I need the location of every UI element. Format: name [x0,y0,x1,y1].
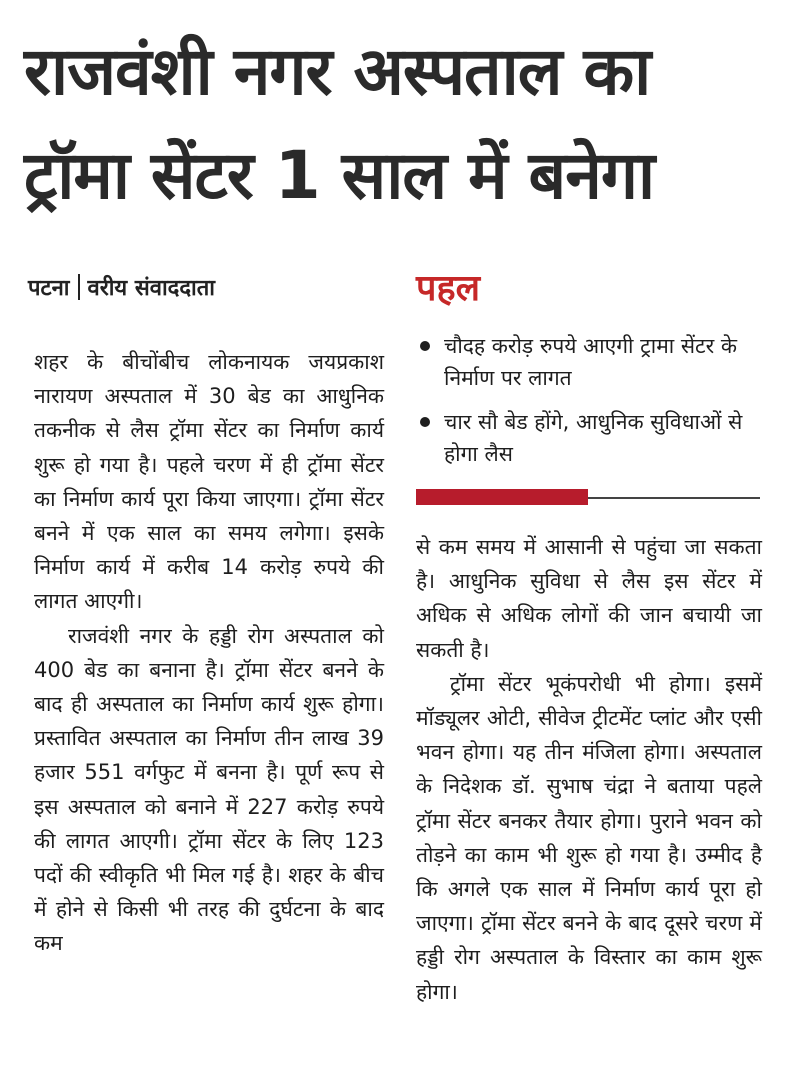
sidebar-bullet-item [420,330,770,394]
article-column-right [416,530,762,1009]
article-paragraph: से कम समय में आसानी से पहुंचा जा सकता है। आधुनिक सुविधा से लैस इस सेंटर में अधिक से अधिक लोगों की जान बचायी जा सकती है। [416,535,762,662]
headline-line-2: ट्रॉमा सेंटर 1 साल में बनेगा [24,137,655,214]
byline-divider [78,274,80,300]
sidebar-bullet-item [420,406,770,470]
article-paragraph: शहर के बीचोंबीच लोकनायक जयप्रकाश नारायण अस्पताल में 30 बेड का आधुनिक तकनीक से लैस ट्रॉमा सेंटर का निर्माण कार्य शुरू हो गया है। पहले चरण में ही ट्रॉमा सेंटर का निर्माण कार्य पूरा किया जाएगा। ट्रॉमा सेंटर बनने में एक साल का समय लगेगा। इसके निर्माण कार्य में करीब 14 करोड़ रुपये की लागत आएगी। [34,350,384,614]
sidebar-divider-accent [416,489,588,505]
sidebar-bullet-text: चार सौ बेड होंगे, आधुनिक सुविधाओं से होगा लैस [444,410,743,466]
bullet-icon [420,341,430,351]
headline [24,20,772,228]
byline [28,272,215,302]
article-paragraph: ट्रॉमा सेंटर भूकंपरोधी भी होगा। इसमें मॉड्यूलर ओटी, सीवेज ट्रीटमेंट प्लांट और एसी भवन होगा। यह तीन मंजिला होगा। अस्पताल के निदेशक डॉ. सुभाष चंद्रा ने बताया पहले ट्रॉमा सेंटर बनकर तैयार होगा। पुराने भवन को तोड़ने का काम भी शुरू हो गया है। उम्मीद है कि अगले एक साल में निर्माण कार्य पूरा हो जाएगा। ट्रॉमा सेंटर बनने के बाद दूसरे चरण में हड्डी रोग अस्पताल के विस्तार का काम शुरू होगा। [416,671,762,1004]
byline-location: पटना [28,276,70,301]
byline-reporter: वरीय संवाददाता [87,276,215,301]
article-paragraph: राजवंशी नगर के हड्डी रोग अस्पताल को 400 बेड का बनाना है। ट्रॉमा सेंटर बनने के बाद ही अस्पताल का निर्माण कार्य शुरू होगा। प्रस्तावित अस्पताल का निर्माण तीन लाख 39 हजार 551 वर्गफुट में बनना है। पूर्ण रूप से इस अस्पताल को बनाने में 227 करोड़ रुपये की लागत आएगी। ट्रॉमा सेंटर के लिए 123 पदों की स्वीकृति भी मिल गई है। शहर के बीच में होने से किसी भी तरह की दुर्घटना के बाद कम [34,623,384,956]
sidebar-divider-line [588,497,760,499]
sidebar-bullet-text: चौदह करोड़ रुपये आएगी ट्रामा सेंटर के निर्माण पर लागत [444,334,738,390]
sidebar-bullet-list [420,330,770,482]
article-column-left [34,345,384,961]
headline-line-1: राजवंशी नगर अस्पताल का [24,33,651,110]
sidebar-title: पहल [416,268,480,309]
bullet-icon [420,417,430,427]
